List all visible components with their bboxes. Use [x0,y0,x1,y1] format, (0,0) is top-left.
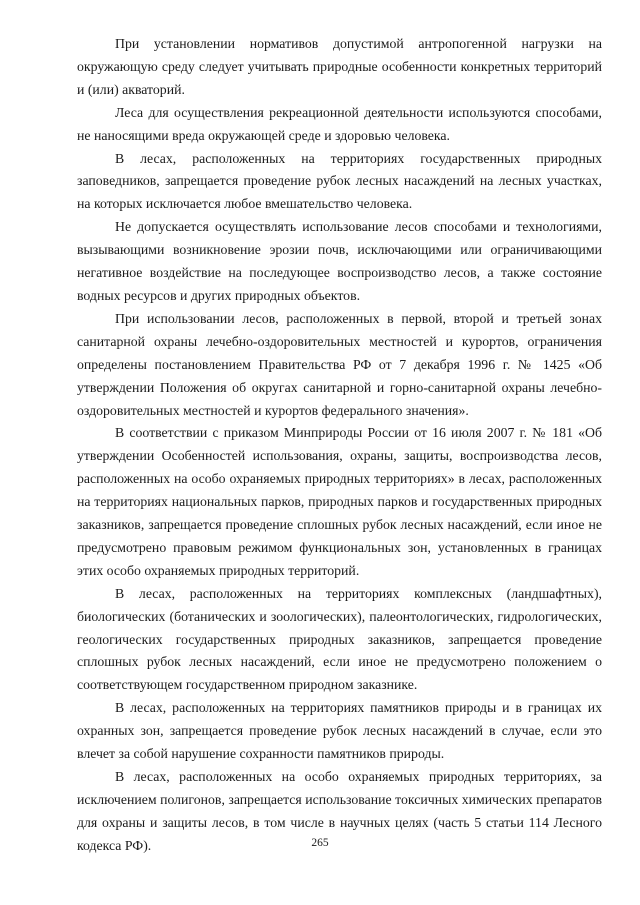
page-number: 265 [311,837,329,849]
paragraph-ministry-order: В соответствии с приказом Минприроды России от 16 июля 2007 г. № 181 «Об утверждении Особенностей использования, охраны, защиты, воспроизводства лесов, расположенных на особо охраняемых природных территориях» в лесах, расположенных на территориях национальных парков, природных парков и государственных природных заказников, запрещается проведение сплошных рубок лесных насаждений, если иное не предусмотрено правовым режимом функциональных зон, установленных в границах этих особо охраняемых природных территорий. [77,425,602,578]
paragraph-erosion-prohibition: Не допускается осуществлять использование лесов способами и технологиями, вызывающими возникновение эрозии почв, исключающими или ограничивающими негативное воздействие на последующее воспроизводство лесов, а также состояние водных ресурсов и других природных объектов. [77,219,602,303]
paragraph-recreational-use: Леса для осуществления рекреационной деятельности используются способами, не наносящими вреда окружающей среде и здоровью человека. [77,104,602,143]
paragraph-sanitary-zones: При использовании лесов, расположенных в первой, второй и третьей зонах санитарной охраны лечебно-оздоровительных местностей и курортов, ограничения определены постановлением Правительства РФ от 7 декабря 1996 г. № 1425 «Об утверждении Положения об округах санитарной и горно-санитарной охраны лечебно-оздоровительных местностей и курортов федерального значения». [77,310,602,418]
paragraph-nature-reserves: В лесах, расположенных на территориях государственных природных заповедников, запрещается проведение рубок лесных насаждений на лесных участках, на которых исключается любое вмешательство человека. [77,150,602,212]
paragraph-toxic-chemicals: В лесах, расположенных на особо охраняемых природных территориях, за исключением полигонов, запрещается использование токсичных химических препаратов для охраны и защиты лесов, в том числе в научных целях (часть 5 статьи 114 Лесного кодекса РФ). [77,769,602,853]
paragraph-natural-monuments: В лесах, расположенных на территориях памятников природы и в границах их охранных зон, запрещается проведение рубок лесных насаждений в случае, если это влечет за собой нарушение сохранности памятников природы. [77,700,602,762]
paragraph-state-reserves: В лесах, расположенных на территориях комплексных (ландшафтных), биологических (ботанических и зоологических), палеонтологических, гидрологических, геологических государственных природных заказников, запрещается проведение сплошных рубок лесных насаждений, если иное не предусмотрено положением о соответствующем государственном природном заказнике. [77,585,602,693]
page-body [77,33,602,858]
paragraph-anthropogenic-load: При установлении нормативов допустимой антропогенной нагрузки на окружающую среду следует учитывать природные особенности конкретных территорий и (или) акваторий. [77,36,602,97]
